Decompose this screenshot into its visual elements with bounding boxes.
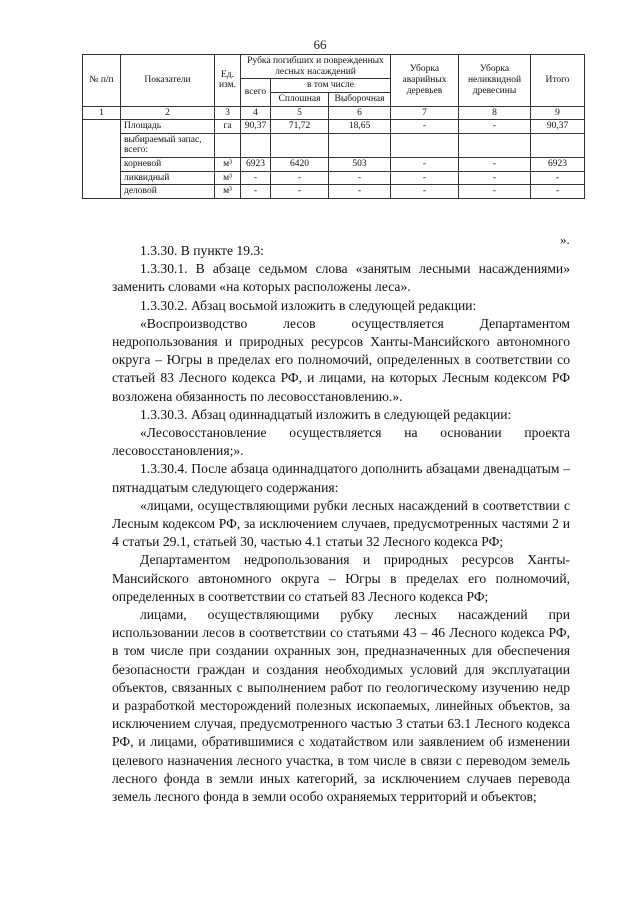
header-sum: Итого [531,55,585,107]
row-total: 90,37 [241,120,271,134]
col-number: 1 [83,106,121,120]
header-felling-group: Рубка погибших и поврежденных лесных насаждений [241,55,391,79]
header-num: № п/п [83,55,121,107]
row-illiquid [459,133,531,157]
col-number: 7 [391,106,459,120]
header-illiquid: Уборка неликвидной древесины [459,55,531,107]
column-number-row [83,106,585,120]
row-label: корневой [121,158,215,172]
row-clear: - [271,185,329,199]
row-label: ликвидный [121,171,215,185]
col-number: 3 [215,106,241,120]
table-row [83,185,585,199]
row-total: - [241,185,271,199]
paragraph: «Воспроизводство лесов осуществляется Департаментом недропользования и природных ресурсов Ханты-Мансийского автономного округа – Югры в пределах его полномочий, определенных в соответствии со статьей 83 Лесного кодекса РФ, и лицами, на которых Лесным кодексом РФ возложена обязанность по лесовосстановлению.». [112,315,570,404]
header-total: всего [241,79,271,106]
row-clear: 6420 [271,158,329,172]
document-body [112,242,570,806]
row-label: Площадь [121,120,215,134]
row-illiquid: - [459,171,531,185]
row-total [241,133,271,157]
row-sum: 90,37 [531,120,585,134]
paragraph: лицами, осуществляющими рубку лесных насаждений при использовании лесов в соответствии со статьями 43 – 46 Лесного кодекса РФ, в том числе при создании охранных зон, предназначенных для обеспечения безопасности граждан и создания необходимых условий для эксплуатации объектов, связанных с выполнением работ по геологическому изучению недр и разработкой месторождений полезных ископаемых, линейных объектов, за исключением случая, предусмотренного частью 3 статьи 63.1 Лесного кодекса РФ, и лицами, обратившимися с ходатайством или заявлением об изменении целевого назначения лесного участка, в том числе в связи с переводом земель лесного фонда в земли иных категорий, за исключением случаев перевода земель лесного фонда в земли особо охраняемых территорий и объектов; [112,607,570,805]
table-row [83,133,585,157]
row-emergency: - [391,158,459,172]
page-number: 66 [313,37,327,52]
row-selective [329,133,391,157]
row-unit [215,133,241,157]
row-total: 6923 [241,158,271,172]
table-row [83,171,585,185]
row-illiquid: - [459,185,531,199]
paragraph: 1.3.30.1. В абзаце седьмом слова «занятым лесными насаждениями» заменить словами «на которых расположены леса». [112,261,570,295]
row-unit: га [215,120,241,134]
row-emergency: - [391,120,459,134]
col-number: 5 [271,106,329,120]
col-number: 6 [329,106,391,120]
row-illiquid: - [459,120,531,134]
row-label: деловой [121,185,215,199]
row-sum: - [531,185,585,199]
row-unit: м³ [215,185,241,199]
paragraph: 1.3.30.2. Абзац восьмой изложить в следующей редакции: [140,297,477,313]
table-row [83,158,585,172]
paragraph: 1.3.30. В пункте 19.3: [140,243,264,258]
row-sum: - [531,171,585,185]
header-indicator: Показатели [121,55,215,107]
paragraph: Департаментом недропользования и природных ресурсов Ханты-Мансийского автономного округа – Югры в пределах его полномочий, определенных в соответствии со статьей 83 Лесного кодекса РФ; [112,552,570,604]
row-emergency: - [391,185,459,199]
col-number: 4 [241,106,271,120]
row-illiquid: - [459,158,531,172]
row-sum [531,133,585,157]
row-selective: - [329,185,391,199]
row-emergency: - [391,171,459,185]
table-cell [83,120,121,199]
row-unit: м³ [215,171,241,185]
row-clear [271,133,329,157]
col-number: 9 [531,106,585,120]
header-unit: Ед. изм. [215,55,241,107]
row-emergency [391,133,459,157]
row-total: - [241,171,271,185]
header-clear: Сплошная [271,92,329,106]
row-unit: м³ [215,158,241,172]
row-selective: 18,65 [329,120,391,134]
row-clear: 71,72 [271,120,329,134]
header-including: в том числе [271,79,391,93]
row-label: выбираемый запас, всего: [121,133,215,157]
table-row [83,120,585,134]
row-sum: 6923 [531,158,585,172]
paragraph: «лицами, осуществляющими рубки лесных насаждений в соответствии с Лесным кодексом РФ, за исключением случаев, предусмотренных частями 2 и 4 статьи 29.1, статьей 30, частью 4.1 статьи 32 Лесного кодекса РФ; [112,497,570,550]
felling-table [82,54,585,199]
paragraph: 1.3.30.4. После абзаца одиннадцатого дополнить абзацами двенадцатым – пятнадцатым следующего содержания: [112,461,570,495]
quote-close-mark: ». [560,232,570,247]
col-number: 8 [459,106,531,120]
row-clear: - [271,171,329,185]
col-number: 2 [121,106,215,120]
paragraph: 1.3.30.3. Абзац одиннадцатый изложить в следующей редакции: [140,406,512,422]
paragraph: «Лесовосстановление осуществляется на основании проекта лесовосстановления;». [112,425,570,459]
header-selective: Выборочная [329,92,391,106]
row-selective: 503 [329,158,391,172]
row-selective: - [329,171,391,185]
header-emergency: Уборка аварийных деревьев [391,55,459,107]
